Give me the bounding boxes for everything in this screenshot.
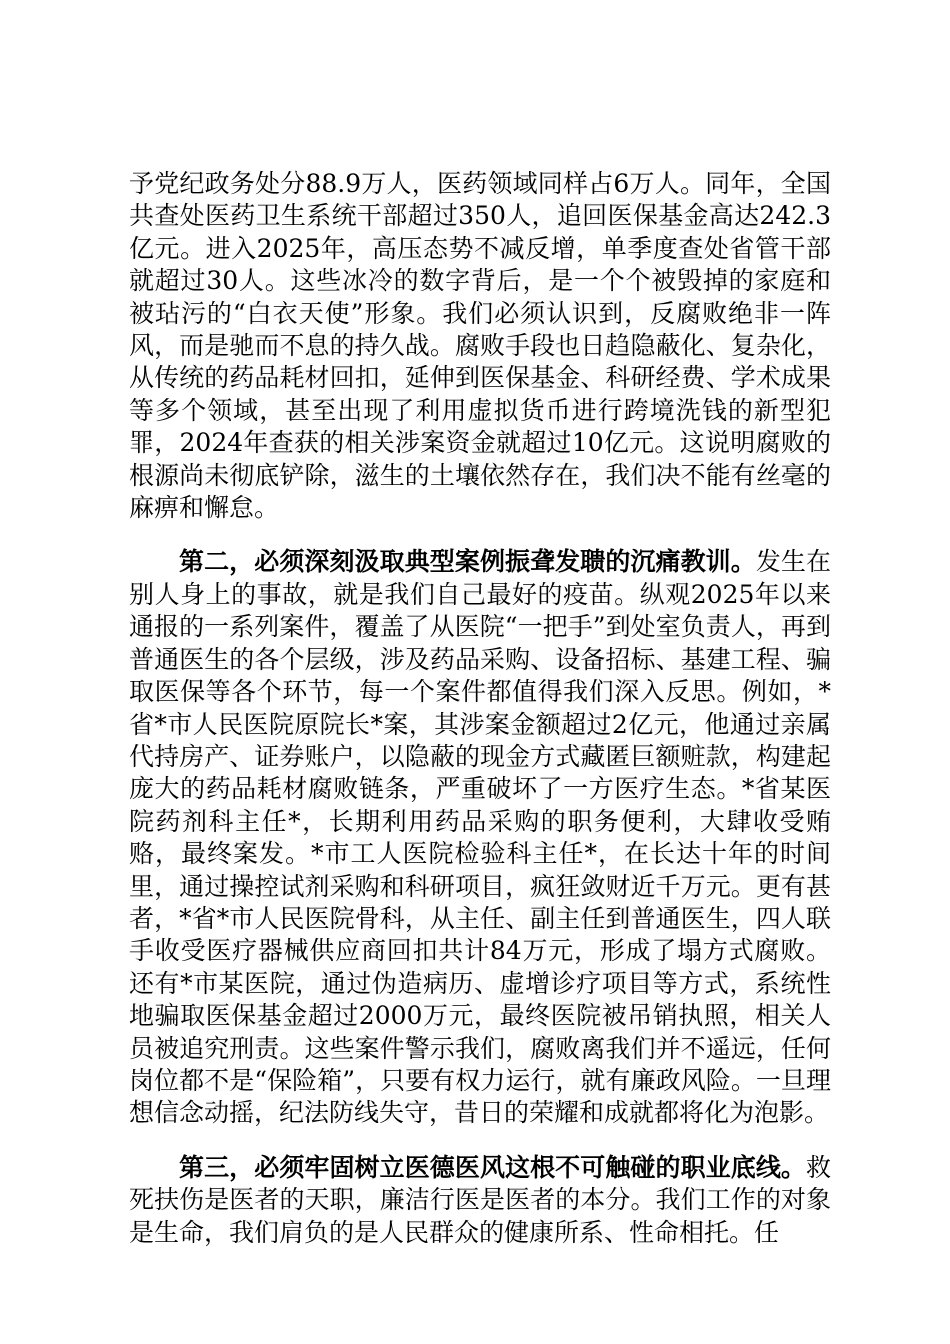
paragraph-2-text: 发生在别人身上的事故，就是我们自己最好的疫苗。纵观2025年以来通报的一系列案件，覆盖了从医院“一把手”到处室负责人，再到普通医生的各个层级，涉及药品采购、设备招标、基建工程、骗取医保等各个环节，每一个案件都值得我们深入反思。例如，*省*市人民医院原院长*案，其涉案金额超过2亿元，他通过亲属代持房产、证券账户，以隐蔽的现金方式藏匿巨额赃款，构建起庞大的药品耗材腐败链条，严重破坏了一方医疗生态。*省某医院药剂科主任*，长期利用药品采购的职务便利，大肆收受贿赂，最终案发。*市工人医院检验科主任*，在长达十年的时间里，通过操控试剂采购和科研项目，疯狂敛财近千万元。更有甚者，*省*市人民医院骨科，从主任、副主任到普通医生，四人联手收受医疗器械供应商回扣共计84万元，形成了塌方式腐败。还有*市某医院，通过伪造病历、虚增诊疗项目等方式，系统性地骗取医保基金超过2000万元，最终医院被吊销执照，相关人员被追究刑责。这些案件警示我们，腐败离我们并不遥远，任何岗位都不是“保险箱”，只要有权力运行，就有廉政风险。一旦理想信念动摇，纪法防线失守，昔日的荣耀和成就都将化为泡影。 bbox=[129, 547, 831, 1128]
paragraph-3-text: 救死扶伤是医者的天职，廉洁行医是医者的本分。我们工作的对象是生命，我们肩负的是人民群众的健康所系、性命相托。任 bbox=[129, 1152, 831, 1247]
document-page bbox=[129, 168, 831, 1249]
paragraph-1 bbox=[129, 168, 831, 524]
paragraph-1-text: 予党纪政务处分88.9万人，医药领域同样占6万人。同年，全国共查处医药卫生系统干部超过350人，追回医保基金高达242.3亿元。进入2025年，高压态势不减反增，单季度查处省管干部就超过30人。这些冰冷的数字背后，是一个个被毁掉的家庭和被玷污的“白衣天使”形象。我们必须认识到，反腐败绝非一阵风，而是驰而不息的持久战。腐败手段也日趋隐蔽化、复杂化，从传统的药品耗材回扣，延伸到医保基金、科研经费、学术成果等多个领域，甚至出现了利用虚拟货币进行跨境洗钱的新型犯罪，2024年查获的相关涉案资金就超过10亿元。这说明腐败的根源尚未彻底铲除，滋生的土壤依然存在，我们决不能有丝毫的麻痹和懈怠。 bbox=[129, 169, 831, 523]
paragraph-3 bbox=[129, 1152, 831, 1249]
paragraph-2 bbox=[129, 546, 831, 1129]
paragraph-3-heading: 第三，必须牢固树立医德医风这根不可触碰的职业底线。 bbox=[179, 1152, 806, 1182]
paragraph-2-heading: 第二，必须深刻汲取典型案例振聋发聩的沉痛教训。 bbox=[179, 547, 756, 577]
